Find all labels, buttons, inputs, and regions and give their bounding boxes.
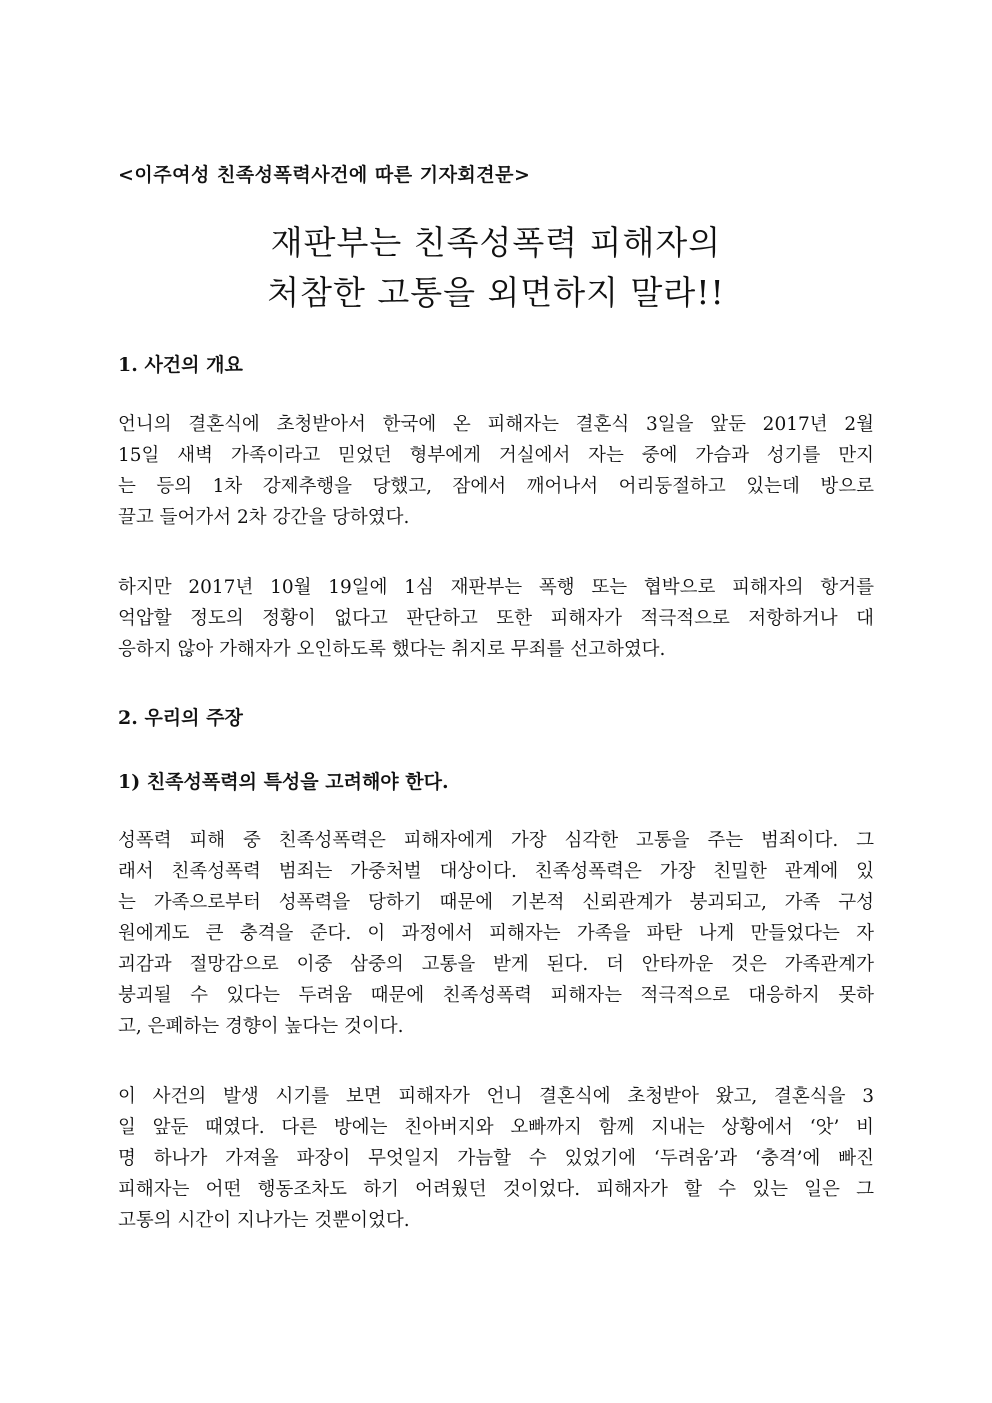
paragraph-line: 는 등의 1차 강제추행을 당했고, 잠에서 깨어나서 어리둥절하고 있는데 방으로 — [118, 476, 874, 497]
section-heading-overview: 1. 사건의 개요 — [118, 354, 243, 376]
paragraph-line: 래서 친족성폭력 범죄는 가중처벌 대상이다. 친족성폭력은 가장 친밀한 관계에 있 — [118, 861, 874, 882]
paragraph-line: 고통의 시간이 지나가는 것뿐이었다. — [118, 1210, 410, 1231]
paragraph-line: 원에게도 큰 충격을 준다. 이 과정에서 피해자는 가족을 파탄 나게 만들었다는 자 — [118, 923, 874, 944]
paragraph-line: 끌고 들어가서 2차 강간을 당하였다. — [118, 507, 410, 528]
paragraph-line: 명 하나가 가져올 파장이 무엇일지 가늠할 수 있었기에 ‘두려움’과 ‘충격’에 빠진 — [118, 1148, 874, 1169]
paragraph-verdict — [118, 572, 874, 665]
paragraph-line: 이 사건의 발생 시기를 보면 피해자가 언니 결혼식에 초청받아 왔고, 결혼식을 3 — [118, 1086, 874, 1107]
paragraph-line: 일 앞둔 때였다. 다른 방에는 친아버지와 오빠까지 함께 지내는 상황에서 ‘앗’ 비 — [118, 1117, 874, 1138]
paragraph-circumstances — [118, 1081, 874, 1236]
paragraph-line: 억압할 정도의 정황이 없다고 판단하고 또한 피해자가 적극적으로 저항하거나 대 — [118, 608, 874, 629]
subheading-family-violence: 1) 친족성폭력의 특성을 고려해야 한다. — [118, 771, 449, 793]
paragraph-line: 언니의 결혼식에 초청받아서 한국에 온 피해자는 결혼식 3일을 앞둔 2017년 2월 — [118, 414, 874, 435]
main-title — [118, 218, 874, 318]
press-conference-header: <이주여성 친족성폭력사건에 따른 기자회견문> — [118, 164, 531, 186]
main-title-line: 재판부는 친족성폭력 피해자의 — [270, 223, 722, 262]
paragraph-line: 는 가족으로부터 성폭력을 당하기 때문에 기본적 신뢰관계가 붕괴되고, 가족 구성 — [118, 892, 874, 913]
paragraph-line: 15일 새벽 가족이라고 믿었던 형부에게 거실에서 자는 중에 가슴과 성기를 만지 — [118, 445, 874, 466]
paragraph-line: 응하지 않아 가해자가 오인하도록 했다는 취지로 무죄를 선고하였다. — [118, 639, 666, 660]
paragraph-line: 붕괴될 수 있다는 두려움 때문에 친족성폭력 피해자는 적극적으로 대응하지 못하 — [118, 985, 874, 1006]
paragraph-line: 고, 은폐하는 경향이 높다는 것이다. — [118, 1016, 404, 1037]
paragraph-family-violence — [118, 825, 874, 1042]
main-title-line: 처참한 고통을 외면하지 말라!! — [267, 273, 725, 312]
paragraph-incident — [118, 409, 874, 533]
paragraph-line: 피해자는 어떤 행동조차도 하기 어려웠던 것이었다. 피해자가 할 수 있는 일은 그 — [118, 1179, 874, 1200]
paragraph-line: 하지만 2017년 10월 19일에 1심 재판부는 폭행 또는 협박으로 피해자의 항거를 — [118, 577, 874, 598]
paragraph-line: 괴감과 절망감으로 이중 삼중의 고통을 받게 된다. 더 안타까운 것은 가족관계가 — [118, 954, 874, 975]
paragraph-line: 성폭력 피해 중 친족성폭력은 피해자에게 가장 심각한 고통을 주는 범죄이다. 그 — [118, 830, 874, 851]
section-heading-claims: 2. 우리의 주장 — [118, 707, 243, 729]
